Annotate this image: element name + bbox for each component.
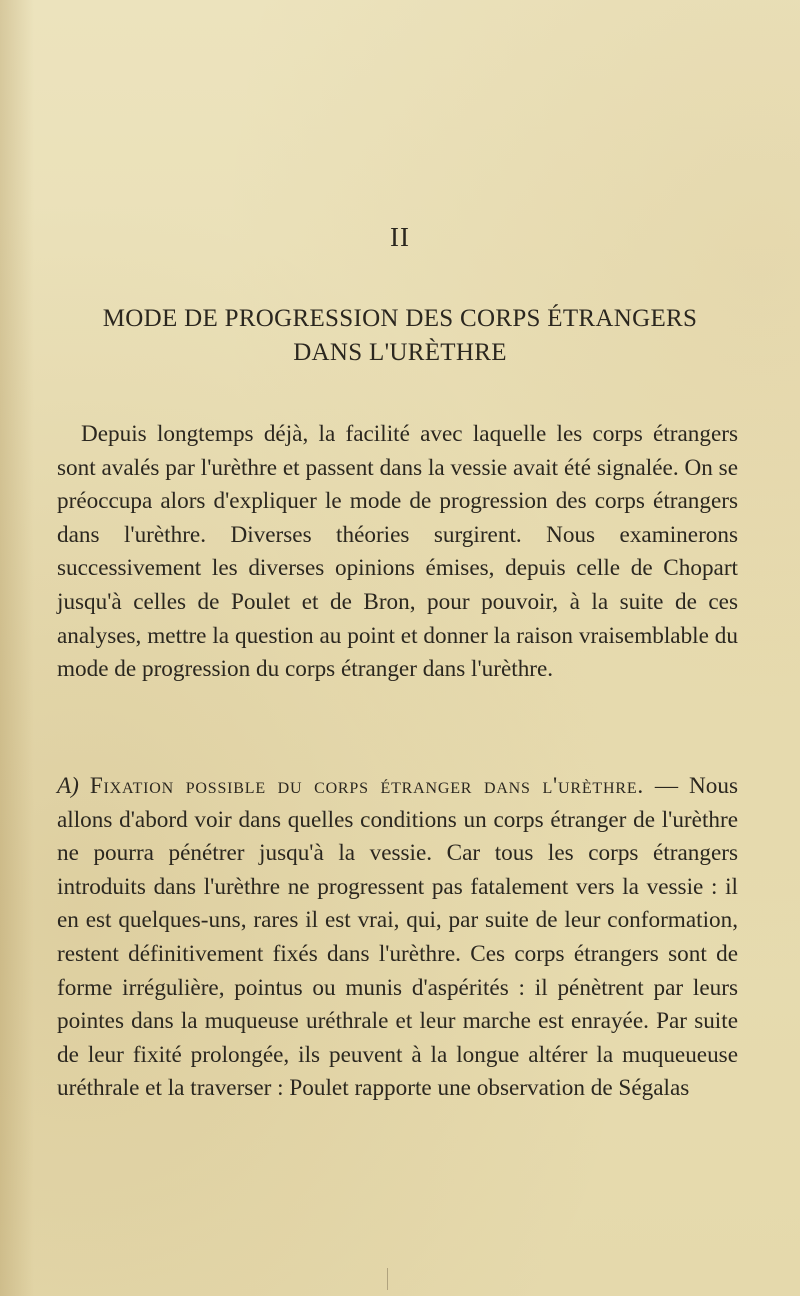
section-a-letter: A) [57, 773, 79, 799]
chapter-title-line-1: MODE DE PROGRESSION DES CORPS ÉTRANGERS [102, 305, 698, 332]
chapter-title [40, 302, 760, 370]
section-a-text: — Nous allons d'abord voir dans quelles conditions un corps étranger de l'urèthre ne pourra pénétrer jusqu'à la vessie. Car tous les corps étrangers introduits dans l'urèthre ne progressent pas fatalement vers la vessie : il en est quelques-uns, rares il est vrai, qui, par suite de leur conformation, restent définitivement fixés dans l'urèthre. Ces corps étrangers sont de forme irrégulière, pointus ou munis d'aspérités : il pénètrent par leurs pointes dans la muqueuse uréthrale et leur marche est enrayée. Par suite de leur fixité prolongée, ils peuvent à la longue altérer la muqueueuse uréthrale et la traverser : Poulet rapporte une observation de Ségalas [57, 773, 739, 1102]
page-edge-shadow [0, 0, 34, 1296]
chapter-number: II [390, 222, 410, 252]
section-a-heading: Fixation possible du corps étranger dans l'urèthre. [89, 773, 644, 799]
section-a-paragraph [57, 770, 738, 1106]
page-mark [387, 1268, 396, 1290]
chapter-title-line-2: DANS L'URÈTHRE [293, 339, 507, 366]
intro-paragraph: Depuis longtemps déjà, la facilité avec laquelle les corps étrangers sont avalés par l'urèthre et passent dans la vessie avait été signalée. On se préoccupa alors d'expliquer le mode de progression des corps étrangers dans l'urèthre. Diverses théories surgirent. Nous examinerons successivement les diverses opinions émises, depuis celle de Chopart jusqu'à celles de Poulet et de Bron, pour pouvoir, à la suite de ces analyses, mettre la question au point et donner la raison vraisemblable du mode de progression du corps étranger dans l'urèthre. [57, 421, 738, 683]
